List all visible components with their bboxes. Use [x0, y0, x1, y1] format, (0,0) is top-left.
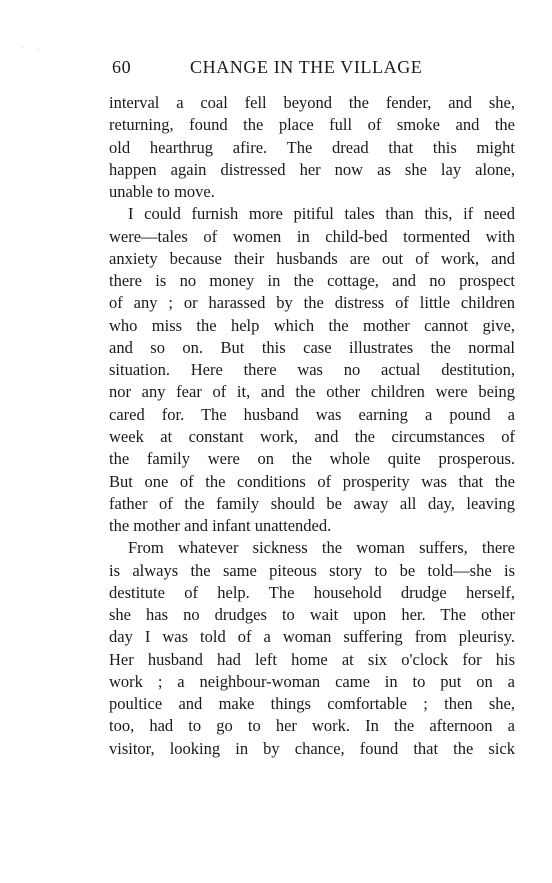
scan-speck — [38, 49, 39, 50]
text-line: visitor, looking in by chance, found that the sick — [109, 738, 515, 758]
text-line: she has no drudges to wait upon her. The other — [109, 605, 515, 625]
text-line: nor any fear of it, and the other children were being — [109, 382, 515, 402]
paragraph — [109, 92, 515, 203]
text-line: the mother and infant unattended. — [109, 516, 332, 536]
text-line: unable to move. — [109, 182, 215, 202]
text-line: of any ; or harassed by the distress of little children — [109, 293, 515, 313]
text-line: old hearthrug afire. The dread that this might — [109, 137, 515, 157]
text-line: were—tales of women in child-bed tormented with — [109, 226, 515, 246]
scan-speck — [22, 47, 23, 48]
text-line: destitute of help. The household drudge herself, — [109, 582, 515, 602]
text-line: anxiety because their husbands are out of work, and — [109, 248, 515, 268]
body-text — [109, 92, 515, 760]
text-line: there is no money in the cottage, and no prospect — [109, 271, 515, 291]
running-head — [112, 57, 442, 81]
text-line: is always the same piteous story to be told—she is — [109, 560, 515, 580]
text-line: the family were on the whole quite prosperous. — [109, 449, 515, 469]
text-line: returning, found the place full of smoke and the — [109, 115, 515, 135]
text-line: I could furnish more pitiful tales than this, if need — [128, 204, 515, 224]
text-line: Her husband had left home at six o'clock for his — [109, 649, 515, 669]
text-line: happen again distressed her now as she lay alone, — [109, 159, 515, 179]
running-title: CHANGE IN THE VILLAGE — [190, 57, 423, 77]
text-line: day I was told of a woman suffering from pleurisy. — [109, 627, 515, 647]
page-number: 60 — [112, 57, 132, 77]
text-line: too, had to go to her work. In the afternoon a — [109, 716, 515, 736]
text-line: work ; a neighbour-woman came in to put on a — [109, 671, 515, 691]
text-line: and so on. But this case illustrates the normal — [109, 337, 515, 357]
paragraph — [109, 537, 515, 760]
text-line: From whatever sickness the woman suffers, there — [128, 538, 515, 558]
text-line: week at constant work, and the circumstances of — [109, 426, 515, 446]
text-line: situation. Here there was no actual destitution, — [109, 360, 515, 380]
text-line: who miss the help which the mother cannot give, — [109, 315, 515, 335]
text-line: poultice and make things comfortable ; then she, — [109, 694, 515, 714]
text-line: interval a coal fell beyond the fender, and she, — [109, 93, 515, 112]
paragraph — [109, 203, 515, 537]
text-line: father of the family should be away all day, leaving — [109, 493, 515, 513]
text-line: cared for. The husband was earning a pound a — [109, 404, 515, 424]
text-line: But one of the conditions of prosperity was that the — [109, 471, 515, 491]
